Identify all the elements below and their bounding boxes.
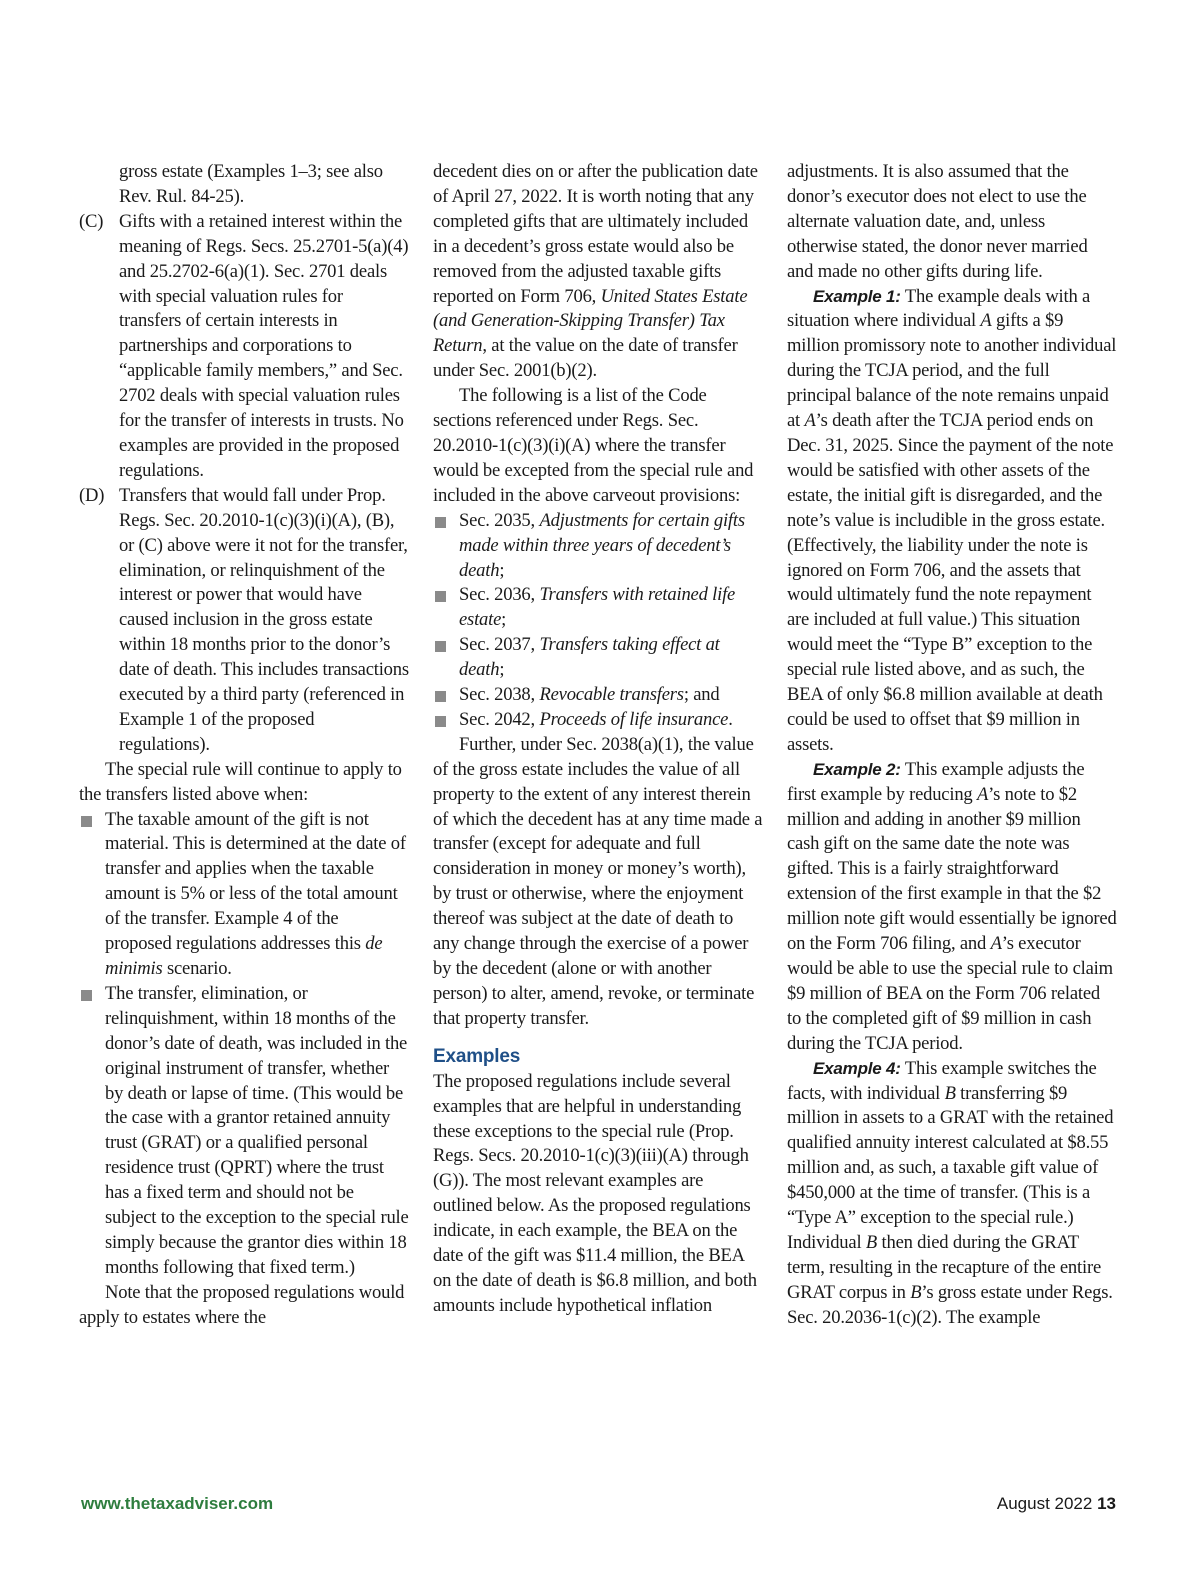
bullet-text: scenario. — [162, 958, 232, 979]
variable-text: A — [976, 783, 989, 805]
code-title: Proceeds of life insurance — [539, 708, 729, 730]
code-text: Sec. 2042, — [459, 708, 540, 730]
paragraph-example-2 — [787, 758, 1117, 1057]
bullet-square-icon — [433, 708, 459, 733]
variable-text: B — [944, 1082, 956, 1104]
list-item — [433, 583, 763, 633]
code-text: Sec. 2038, — [459, 684, 540, 706]
list-item-d — [79, 484, 409, 758]
footer-website-link[interactable]: www.thetaxadviser.com — [81, 1494, 274, 1513]
column-left — [79, 160, 409, 1331]
list-text-d: Transfers that would fall under Prop. Regs. Sec. 20.2010-1(c)(3)(i)(A), (B), or (C) above were it not for the transfer, elimination, or relinquishment of the interest or power that would have caused inclusion in the gross estate within 18 months prior to the donor’s date of death. This includes transactions executed by a third party (referenced in Example 1 of the proposed regulations). — [119, 484, 409, 755]
variable-text: A — [804, 410, 816, 432]
bullet-text: The transfer, elimination, or relinquishment, within 18 months of the donor’s date of death, was included in the original instrument of transfer, whether by death or lapse of time. (This would be the case with a grantor retained annuity trust (GRAT) or a qualified personal residence trust (QPRT) where the trust has a fixed term and should not be subject to the exception to the special rule simply because the grantor dies within 18 months following that fixed term.) — [105, 982, 409, 1278]
code-tail: ; and — [683, 684, 720, 706]
paragraph-note: Note that the proposed regulations would apply to estates where the — [79, 1281, 405, 1328]
code-title: Transfers taking effect at death — [459, 634, 720, 681]
paragraph-examples-intro: The proposed regulations include several examples that are helpful in understanding these exceptions to the special rule (Prop. Regs. Secs. 20.2010-1(c)(3)(iii)(A) through (G)). The most relevant examples are outlined below. As the proposed regulations indicate, in each example, the BEA on the date of the gift was $11.4 million, the BEA on the date of death is $6.8 million, and both amounts include hypothetical inflation — [433, 1070, 757, 1316]
bullet-square-icon — [433, 683, 459, 708]
page-number: 13 — [1097, 1494, 1116, 1513]
variable-text: A — [980, 310, 992, 332]
code-tail: ; — [501, 609, 507, 631]
variable-text: A — [990, 933, 1002, 955]
example-text: ’s death after the TCJA period ends on Dec. 31, 2025. Since the payment of the note would be satisfied with other assets of the estate, the initial gift is disregarded, and the note’s value is includible in the gross estate. (Effectively, the liability under the note is ignored on Form 706, and the assets that would ultimately fund the note repayment are included at full value.) This situation would meet the “Type B” exception to the special rule listed above, and as such, the BEA of only $6.8 million available at death could be used to offset that $9 million in assets. — [787, 410, 1114, 755]
bullet-item-material — [79, 808, 409, 982]
example-text: ’s note to $2 million and adding in another $9 million cash gift on the same date the note was gifted. This is a fairly straightforward extension of the first example in that the $2 million note gift would essentially be ignored on the Form 706 filing, and — [787, 783, 1117, 955]
list-text-c: Gifts with a retained interest within the meaning of Regs. Secs. 25.2701-5(a)(4) and 25.2702-6(a)(1). Sec. 2701 deals with special valuation rules for transfers of certain interests in partnerships and corporations to “applicable family members,” and Sec. 2702 deals with special valuation rules for the transfer of interests in trusts. No examples are provided in the proposed regulations. — [119, 210, 409, 481]
paragraph-gross-estate: gross estate (Examples 1–3; see also Rev. Rul. 84-25). — [119, 161, 383, 207]
paragraph-special-rule: The special rule will continue to apply to the transfers listed above when: — [79, 758, 402, 805]
code-title: Revocable transfers — [539, 684, 684, 706]
example-text: The example deals with a situation where individual — [787, 285, 1091, 332]
code-text: Sec. 2035, — [459, 509, 540, 531]
list-item-c — [79, 210, 409, 484]
list-item — [433, 708, 763, 733]
bullet-item-transfer — [79, 982, 409, 1281]
example-text: ’s gross estate under Regs. Sec. 20.2036-1(c)(2). The example — [787, 1281, 1113, 1328]
example-text: then died during the GRAT term, resulting in the recapture of the entire GRAT corpus in — [787, 1231, 1101, 1303]
code-tail: . — [728, 708, 733, 730]
example-label: Example 4: — [813, 1058, 901, 1078]
bullet-square-icon — [433, 509, 459, 534]
code-tail: ; — [499, 659, 505, 681]
code-section-list — [433, 509, 763, 733]
bullet-text: The taxable amount of the gift is not material. This is determined at the date of transfer and applies when the taxable amount is 5% or less of the total amount of the transfer. Example 4 of the proposed regulations addresses this — [105, 808, 406, 955]
variable-text: B — [910, 1281, 922, 1303]
paragraph-sec-2038: Further, under Sec. 2038(a)(1), the value of the gross estate includes the value of all property to the extent of any interest therein of which the decedent has at any time made a transfer (except for adequate and full consideration in money or money’s worth), by trust or otherwise, where the enjoyment thereof was subject at the date of death to any change through the exercise of a power by the decedent (alone or with another person) to alter, amend, revoke, or terminate that property transfer. — [433, 733, 763, 1029]
list-item — [433, 633, 763, 683]
bullet-square-icon — [79, 982, 105, 1007]
footer-page-info — [997, 1494, 1116, 1514]
example-text: This example switches the facts, with individual — [787, 1057, 1097, 1104]
code-text: Sec. 2037, — [459, 634, 540, 656]
example-text: transferring $9 million in assets to a GRAT with the retained qualified annuity interest calculated at $8.55 million and, as such, a taxable gift value of $450,000 at the time of transfer. (This is a “Type A” exception to the special rule.) Individual — [787, 1082, 1114, 1253]
bullet-square-icon — [433, 583, 459, 608]
column-right — [787, 160, 1117, 1331]
paragraph-text: , at the value on the date of transfer under Sec. 2001(b)(2). — [433, 335, 738, 382]
example-text: ’s executor would be able to use the special rule to claim $9 million of BEA on the Form 706 related to the completed gift of $9 million in cash during the TCJA period. — [787, 933, 1113, 1054]
paragraph-example-4 — [787, 1057, 1117, 1331]
code-title: Adjustments for certain gifts made within three years of decedent’s death — [459, 509, 745, 581]
issue-date: August 2022 — [996, 1494, 1098, 1513]
code-title: Transfers with retained life estate — [459, 584, 736, 631]
paragraph-decedent — [433, 160, 763, 384]
code-text: Sec. 2036, — [459, 584, 540, 606]
code-tail: ; — [499, 559, 505, 581]
paragraph-assumptions: adjustments. It is also assumed that the donor’s executor does not elect to use the alternate valuation date, and, unless otherwise stated, the donor never married and made no other gifts during life. — [787, 161, 1088, 282]
list-item — [433, 509, 763, 584]
emphasis-text: de minimis — [105, 933, 383, 979]
column-middle — [433, 160, 763, 1319]
list-label-d: (D) — [79, 484, 105, 506]
example-label: Example 2: — [813, 759, 901, 779]
variable-text: B — [865, 1231, 878, 1253]
list-label-c: (C) — [79, 210, 104, 232]
paragraph-example-1 — [787, 285, 1117, 758]
list-item — [433, 683, 763, 708]
bullet-square-icon — [433, 633, 459, 658]
example-label: Example 1: — [813, 286, 901, 306]
paragraph-text: decedent dies on or after the publication date of April 27, 2022. It is worth noting that any completed gifts that are ultimately included in a decedent’s gross estate would also be removed from the adjusted taxable gifts reported on Form 706, — [433, 161, 758, 307]
bullet-square-icon — [79, 808, 105, 833]
form-title-text: United States Estate (and Generation-Skipping Transfer) Tax Return — [433, 285, 748, 357]
paragraph-code-list-intro: The following is a list of the Code sections referenced under Regs. Sec. 20.2010-1(c)(3)(i)(A) where the transfer would be excepted from the special rule and included in the above carveout provisions: — [433, 385, 754, 506]
example-text: gifts a $9 million promissory note to another individual during the TCJA period, and the full principal balance of the note remains unpaid at — [787, 310, 1117, 432]
example-text: This example adjusts the first example by reducing — [787, 758, 1085, 805]
section-heading-examples: Examples — [433, 1045, 521, 1067]
